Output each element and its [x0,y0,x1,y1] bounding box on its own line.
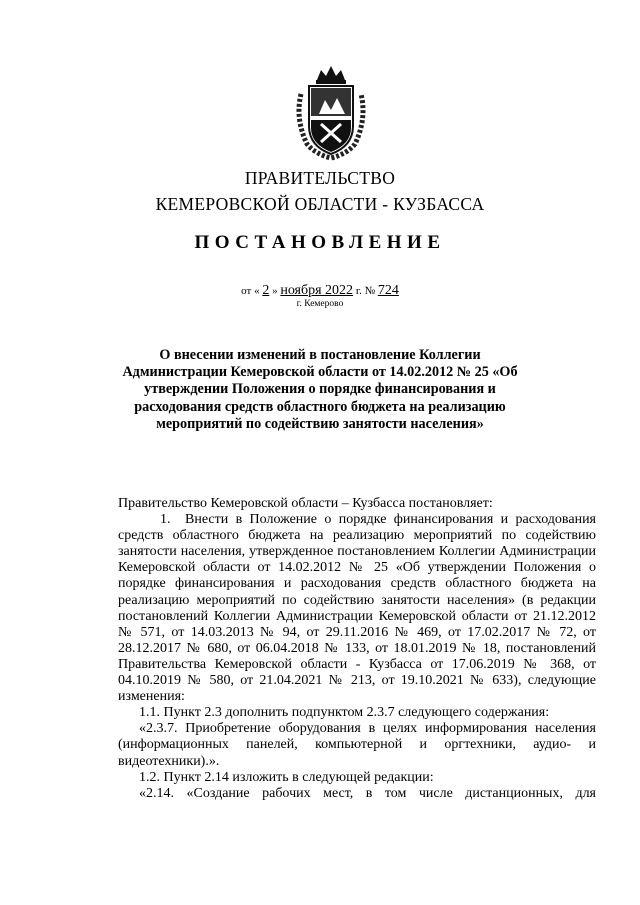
item-2-3-7-paragraph: «2.3.7. Приобретение оборудования в целях информирования населения (информационных панелей, компьютерной и оргтехники, аудио- и видеотехники).». [118,721,596,769]
intro-paragraph: Правительство Кемеровской области – Кузбасса постановляет: [118,496,493,511]
document-title: О внесении изменений в постановление Коллегии Администрации Кемеровской области от 14.02.2012 № 25 «Об утверждении Положения о порядке финансирования и расходования средств областного бюджета на реализацию мероприятий по содействию занятости населения» [122,347,518,432]
item-1-paragraph [118,512,596,705]
document-body [118,496,596,802]
date-year-suffix: г. [355,285,362,297]
government-name-line2: КЕМЕРОВСКОЙ ОБЛАСТИ - КУЗБАССА [155,194,485,214]
date-month-year: ноября 2022 [280,283,354,298]
item-1-number: 1. [160,512,171,528]
item-1-2-paragraph: 1.2. Пункт 2.14 изложить в следующей редакции: [139,769,434,785]
item-1-text: Внести в Положение о порядке финансирования и расходования средств областного бюджета на реализацию мероприятий по содействию занятости населения, утвержденное постановлением Коллегии Администрации Кемеровской области от 14.02.2012 № 25 «Об утверждении Положения о порядке финансирования и расходования средств областного бюджета на реализацию мероприятий по содействию занятости населения» (в редакции постановлений Коллегии Администрации Кемеровской области от 21.12.2012 № 571, от 14.03.2013 № 94, от 29.11.2016 № 469, от 17.02.2017 № 72, от 28.12.2017 № 680, от 06.04.2018 № 133, от 18.01.2019 № 18, постановлений Правительства Кемеровской области - Кузбасса от 17.06.2019 № 368, от 04.10.2019 № 580, от 21.04.2021 № 213, от 19.10.2021 № 633), следующие изменения: [118,512,596,705]
government-name-line1: ПРАВИТЕЛЬСТВО [244,168,396,188]
item-1-1-paragraph: 1.1. Пункт 2.3 дополнить подпунктом 2.3.7 следующего содержания: [139,705,550,721]
date-day: 2 [262,283,270,298]
decree-number: 724 [377,283,399,298]
coat-of-arms-emblem [291,64,371,162]
document-type-heading: ПОСТАНОВЛЕНИЕ [194,232,446,253]
date-prefix: от « [241,285,260,297]
date-number-line [0,283,640,299]
date-quote-close: » [272,285,278,297]
number-sign: № [364,285,376,297]
city: г. Кемерово [296,299,344,309]
item-2-14-paragraph: «2.14. «Создание рабочих мест, в том числе дистанционных, для [139,785,596,801]
